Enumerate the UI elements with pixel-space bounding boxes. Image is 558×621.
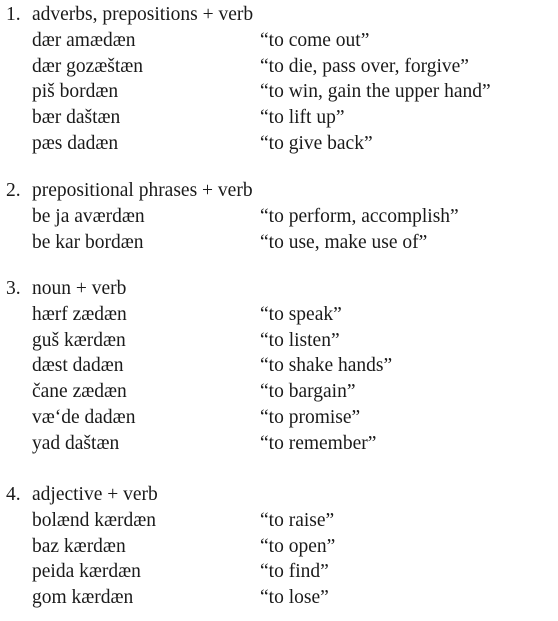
- section-number: 4.: [6, 484, 21, 505]
- english-gloss: “to come out”: [260, 29, 370, 51]
- persian-term: peida kærdæn: [32, 561, 141, 583]
- english-gloss: “to listen”: [260, 329, 340, 351]
- list-item: [0, 585, 558, 611]
- english-gloss: “to perform, accomplish”: [260, 205, 459, 227]
- list-item: [0, 405, 558, 431]
- english-gloss: “to open”: [260, 535, 336, 557]
- section-title: adjective + verb: [32, 484, 158, 505]
- list-item: [0, 302, 558, 328]
- list-item: [0, 105, 558, 131]
- section-title: prepositional phrases + verb: [32, 180, 253, 201]
- list-item: [0, 508, 558, 534]
- english-gloss: “to bargain”: [260, 381, 356, 403]
- english-gloss: “to shake hands”: [260, 355, 393, 377]
- english-gloss: “to use, make use of”: [260, 231, 428, 253]
- list-item: [0, 534, 558, 560]
- list-item: [0, 328, 558, 354]
- persian-term: gom kærdæn: [32, 587, 134, 609]
- list-item: [0, 28, 558, 54]
- persian-term: bolænd kærdæn: [32, 509, 157, 531]
- persian-term: be kar bordæn: [32, 231, 144, 253]
- english-gloss: “to raise”: [260, 509, 335, 531]
- english-gloss: “to die, pass over, forgive”: [260, 55, 469, 77]
- persian-term: guš kærdæn: [32, 329, 126, 351]
- section-heading: [0, 482, 558, 508]
- section-heading: [0, 276, 558, 302]
- section-title: noun + verb: [32, 278, 127, 299]
- list-item: [0, 559, 558, 585]
- persian-term: čane zædæn: [32, 381, 127, 403]
- section-3: [0, 276, 558, 457]
- english-gloss: “to remember”: [260, 432, 377, 454]
- persian-term: dær amædæn: [32, 29, 136, 51]
- list-item: [0, 79, 558, 105]
- english-gloss: “to win, gain the upper hand”: [260, 81, 491, 103]
- english-gloss: “to lift up”: [260, 107, 345, 129]
- english-gloss: “to give back”: [260, 132, 373, 154]
- persian-term: baz kærdæn: [32, 535, 126, 557]
- section-number: 3.: [6, 278, 21, 299]
- persian-term: bær daštæn: [32, 107, 121, 129]
- persian-term: væ‘de dadæn: [32, 406, 136, 428]
- english-gloss: “to lose”: [260, 587, 329, 609]
- list-item: [0, 431, 558, 457]
- persian-term: hærf zædæn: [32, 303, 127, 325]
- persian-term: dæst dadæn: [32, 355, 124, 377]
- list-item: [0, 353, 558, 379]
- section-title: adverbs, prepositions + verb: [32, 4, 254, 25]
- list-item: [0, 230, 558, 256]
- list-item: [0, 54, 558, 80]
- persian-term: dær gozæštæn: [32, 55, 144, 77]
- english-gloss: “to find”: [260, 561, 329, 583]
- section-1: [0, 2, 558, 157]
- persian-term: piš bordæn: [32, 81, 119, 103]
- section-2: [0, 178, 558, 255]
- section-heading: [0, 2, 558, 28]
- persian-term: pæs dadæn: [32, 132, 119, 154]
- list-item: [0, 204, 558, 230]
- list-item: [0, 131, 558, 157]
- section-number: 1.: [6, 4, 21, 25]
- section-heading: [0, 178, 558, 204]
- section-number: 2.: [6, 180, 21, 201]
- english-gloss: “to promise”: [260, 406, 361, 428]
- persian-term: yad daštæn: [32, 432, 120, 454]
- list-item: [0, 379, 558, 405]
- persian-term: be ja aværdæn: [32, 205, 145, 227]
- section-4: [0, 482, 558, 611]
- english-gloss: “to speak”: [260, 303, 342, 325]
